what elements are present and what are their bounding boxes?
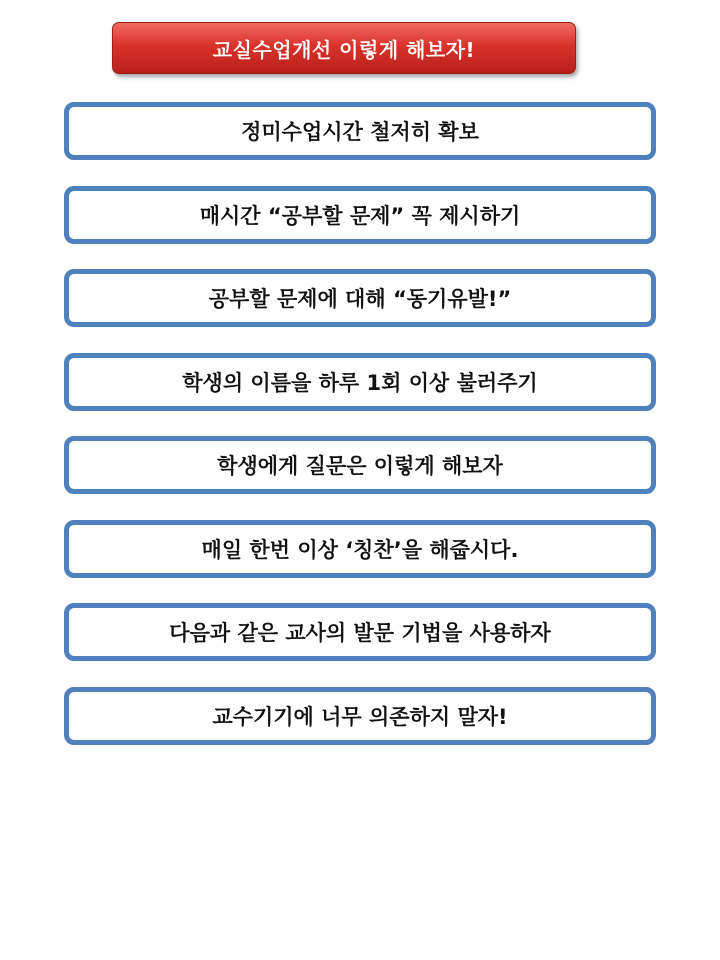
- page-title: 교실수업개선 이렇게 해보자!: [212, 37, 476, 62]
- list-item-label: 공부할 문제에 대해 “동기유발!”: [208, 287, 512, 311]
- list-item: [64, 102, 656, 160]
- list-item-label: 다음과 같은 교사의 발문 기법을 사용하자: [169, 621, 551, 645]
- list-item: [64, 436, 656, 494]
- list-item-label: 정미수업시간 철저히 확보: [241, 120, 479, 144]
- list-item: [64, 603, 656, 661]
- list-item-label: 매일 한번 이상 ‘칭찬’을 해줍시다.: [201, 537, 519, 562]
- list-item-label: 학생의 이름을 하루 1회 이상 불러주기: [182, 370, 538, 395]
- list-item-label: 매시간 “공부할 문제” 꼭 제시하기: [199, 203, 521, 228]
- item-list: [64, 102, 656, 770]
- list-item: [64, 520, 656, 578]
- list-item-label: 교수기기에 너무 의존하지 말자!: [212, 704, 508, 729]
- list-item-label: 학생에게 질문은 이렇게 해보자: [217, 454, 503, 478]
- list-item: [64, 353, 656, 411]
- list-item: [64, 186, 656, 244]
- title-banner: [112, 22, 576, 74]
- list-item: [64, 687, 656, 745]
- list-item: [64, 269, 656, 327]
